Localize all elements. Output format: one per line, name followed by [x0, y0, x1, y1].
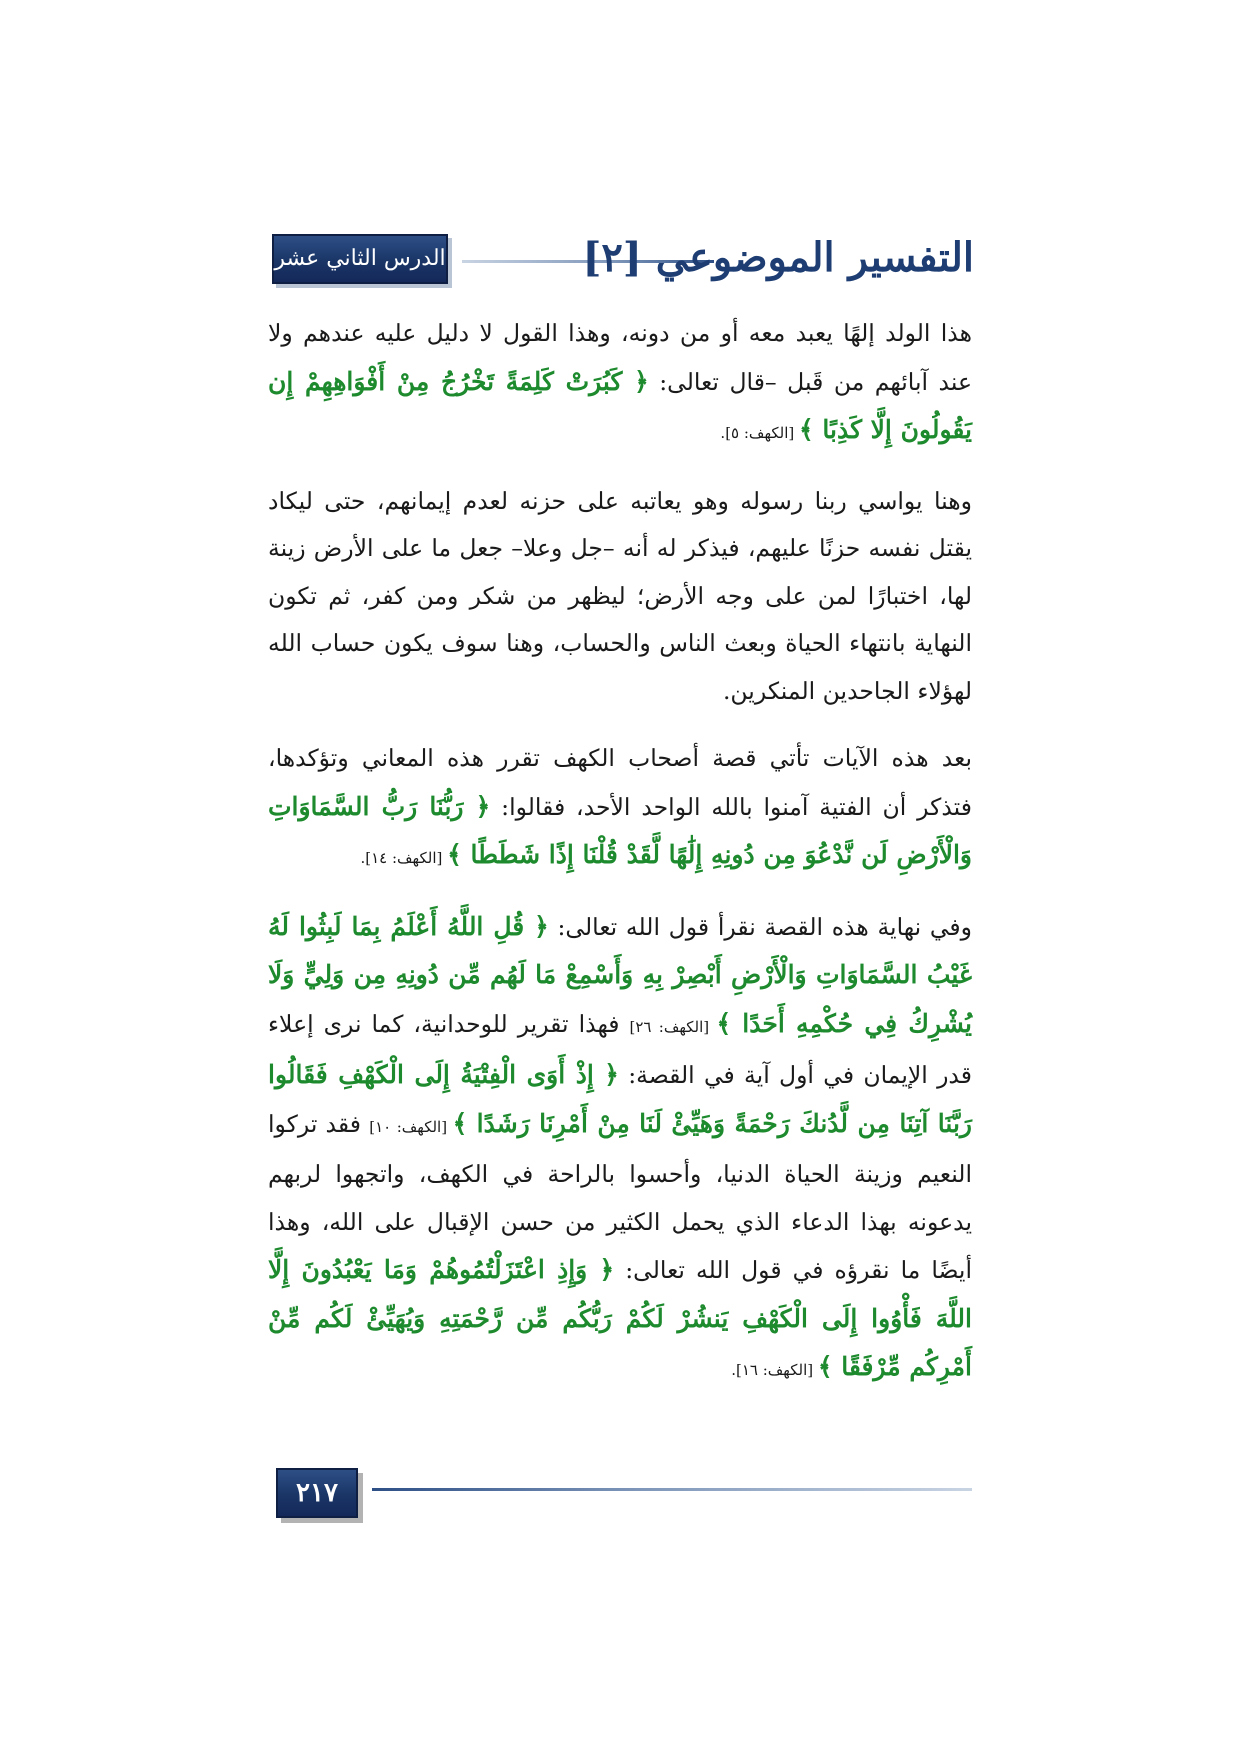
page-number: ٢١٧: [276, 1468, 358, 1518]
paragraph-text: بعد هذه الآيات تأتي قصة أصحاب الكهف تقرر هذه المعاني وتؤكدها، فتذكر أن الفتية آمنوا بالله الواحد الأحد، فقالوا:: [268, 744, 972, 821]
quran-verse: ﴿ إِذْ أَوَى الْفِتْيَةُ إِلَى الْكَهْفِ فَقَالُوا رَبَّنَا آتِنَا مِن لَّدُنكَ رَحْمَةً وَهَيِّئْ لَنَا مِنْ أَمْرِنَا رَشَدًا ﴾: [268, 1060, 973, 1138]
verse-reference: [الكهف: ١٦].: [731, 1361, 818, 1379]
paragraph-text: وفي نهاية هذه القصة نقرأ قول الله تعالى:: [548, 912, 973, 941]
quran-verse: ﴿ قُلِ اللَّهُ أَعْلَمُ بِمَا لَبِثُوا لَهُ غَيْبُ السَّمَاوَاتِ وَالْأَرْضِ أَبْصِرْ بِهِ وَأَسْمِعْ مَا لَهُم مِّن دُونِهِ مِن وَلِيٍّ وَلَا يُشْرِكُ فِي حُكْمِهِ أَحَدًا ﴾: [268, 911, 973, 1038]
quran-verse: ﴿ كَبُرَتْ كَلِمَةً تَخْرُجُ مِنْ أَفْوَاهِهِمْ إِن يَقُولُونَ إِلَّا كَذِبًا ﴾: [268, 366, 972, 444]
page-footer: [276, 1468, 972, 1528]
verse-reference: [الكهف: ٥].: [720, 424, 800, 442]
paragraph-text: فقد تركوا النعيم وزينة الحياة الدنيا، وأحسوا بالراحة في الكهف، واتجهوا لربهم يدعونه بهذا الدعاء الذي يحمل الكثير من حسن الإقبال على الله، وهذا أيضًا ما نقرؤه في قول الله تعالى:: [268, 1109, 972, 1284]
footer-divider: [372, 1488, 972, 1491]
paragraph-4: [268, 903, 972, 1395]
verse-reference: [الكهف: ٢٦]: [629, 1017, 717, 1036]
page-header: [272, 228, 974, 288]
verse-reference: [الكهف: ١٤].: [360, 849, 448, 867]
lesson-badge: الدرس الثاني عشر: [272, 234, 448, 284]
quran-verse: ﴿ وَإِذِ اعْتَزَلْتُمُوهُمْ وَمَا يَعْبُدُونَ إِلَّا اللَّهَ فَأْوُوا إِلَى الْكَهْفِ يَنشُرْ لَكُمْ رَبُّكُم مِّن رَّحْمَتِهِ وَيُهَيِّئْ لَكُم مِّنْ أَمْرِكُم مِّرْفَقًا ﴾: [268, 1255, 972, 1381]
book-title: التفسير الموضوعي [٢]: [582, 234, 974, 281]
verse-reference: [الكهف: ١٠]: [369, 1117, 453, 1136]
paragraph-text: وهنا يواسي ربنا رسوله وهو يعاتبه على حزنه لعدم إيمانهم، حتى ليكاد يقتل نفسه حزنًا عليهم، فيذكر له أنه –جل وعلا– جعل ما على الأرض زينة لها، اختبارًا لمن على وجه الأرض؛ ليظهر من شكر ومن كفر، ثم تكون النهاية بانتهاء الحياة وبعث الناس والحساب، وهنا سوف يكون حساب الله لهؤلاء الجاحدين المنكرين.: [268, 486, 972, 705]
paragraph-text: هذا الولد إلهًا يعبد معه أو من دونه، وهذا القول لا دليل عليه عندهم ولا عند آبائهم من قَبل –قال تعالى:: [268, 319, 972, 396]
paragraph-2: [268, 478, 972, 716]
paragraph-3: [268, 735, 972, 883]
paragraph-text: فهذا تقرير للوحدانية، كما نرى إعلاء قدر الإيمان في أول آية في القصة:: [268, 1009, 972, 1089]
page-body: [268, 310, 972, 1395]
quran-verse: ﴿ رَبُّنَا رَبُّ السَّمَاوَاتِ وَالْأَرْضِ لَن نَّدْعُوَ مِن دُونِهِ إِلَٰهًا لَّقَدْ قُلْنَا إِذًا شَطَطًا ﴾: [268, 791, 972, 869]
paragraph-1: [268, 310, 972, 458]
